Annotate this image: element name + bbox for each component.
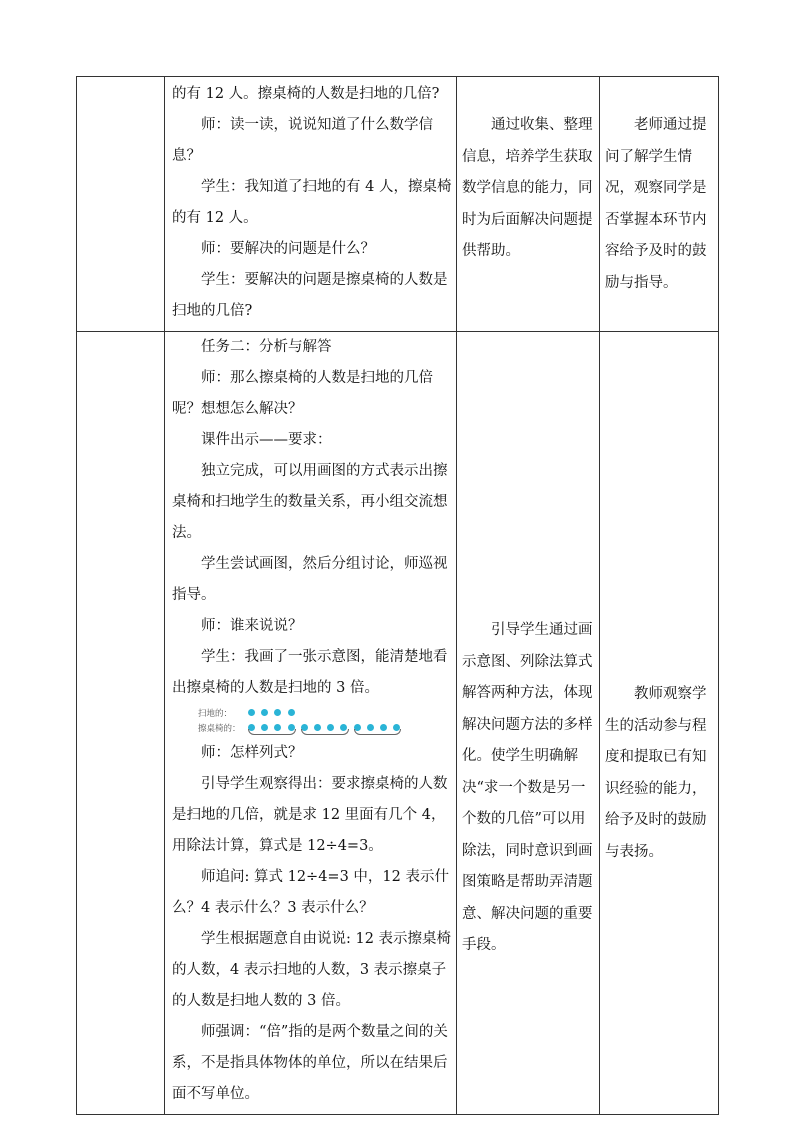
evaluation-cell [600, 77, 719, 332]
lesson-plan-table [76, 76, 719, 1115]
intent-cell [457, 77, 600, 332]
table-row [77, 332, 719, 1115]
process-line: 师：要解决的问题是什么？ [201, 241, 375, 257]
sweep-label: 扫地的： [198, 709, 233, 719]
intent-cell [457, 332, 600, 1115]
sweep-dot [248, 709, 255, 716]
evaluation-cell [600, 332, 719, 1115]
evaluation-text: 老师通过提问了解学生情况，观察同学是否掌握本环节内容给予及时的鼓励与指导。 [605, 117, 707, 291]
process-line: 师追问: 算式 12÷4=3 中，12 表示什么？4 表示什么？3 表示什么？ [172, 869, 449, 916]
process-line: 独立完成，可以用画图的方式表示出擦桌椅和扫地学生的数量关系，再小组交流想法。 [172, 463, 448, 541]
process-line: 学生尝试画图，然后分组讨论，师巡视指导。 [172, 556, 448, 603]
process-line: 课件出示——要求： [201, 432, 332, 448]
sweep-dots [248, 709, 301, 716]
process-line: 师：读一读，说说知道了什么数学信息？ [172, 117, 433, 164]
process-line: 师：怎样列式？ [201, 745, 303, 761]
process-line: 任务二：分析与解答 [201, 339, 332, 355]
wipe-label: 擦桌椅的： [198, 724, 241, 734]
group-brace [354, 729, 402, 735]
evaluation-text: 教师观察学生的活动参与程度和提取已有知识经验的能力，给予及时的鼓励与表扬。 [605, 686, 707, 860]
process-line: 的有 12 人。擦桌椅的人数是扫地的几倍? [172, 86, 440, 102]
table-row [77, 77, 719, 332]
intent-text: 引导学生通过画示意图、列除法算式解答两种方法，体现解决问题方法的多样化。使学生明确解决“求一个数是另一个数的几倍”可以用除法，同时意识到画图策略是帮助弄清题意、解决问题的重要手段。 [462, 622, 593, 953]
stage-cell [77, 77, 165, 332]
process-line: 师强调：“倍”指的是两个数量之间的关系，不是指具体物体的单位，所以在结果后面不写单位。 [172, 1024, 448, 1102]
process-line: 学生根据题意自由说说: 12 表示擦桌椅的人数，4 表示扫地的人数，3 表示擦桌子的人数是扫地人数的 3 倍。 [172, 931, 452, 1009]
process-cell [165, 332, 457, 1115]
process-line: 学生：我知道了扫地的有 4 人，擦桌椅的有 12 人。 [172, 179, 452, 226]
group-brace [248, 729, 296, 735]
process-cell [165, 77, 457, 332]
process-line: 引导学生观察得出：要求擦桌椅的人数是扫地的几倍，就是求 12 里面有几个 4，用除法计算，算式是 12÷4=3。 [172, 776, 448, 854]
sweep-dot [274, 709, 281, 716]
dot-diagram [172, 704, 452, 738]
intent-text: 通过收集、整理信息，培养学生获取数学信息的能力，同时为后面解决问题提供帮助。 [462, 117, 593, 259]
process-line: 学生：要解决的问题是擦桌椅的人数是扫地的几倍? [172, 272, 448, 319]
process-line: 学生：我画了一张示意图，能清楚地看出擦桌椅的人数是扫地的 3 倍。 [172, 649, 448, 696]
sweep-dot [261, 709, 268, 716]
group-brace [301, 729, 349, 735]
sweep-dot [288, 709, 295, 716]
stage-cell [77, 332, 165, 1115]
process-line: 师：那么擦桌椅的人数是扫地的几倍呢？想想怎么解决？ [172, 370, 433, 417]
process-line: 师：谁来说说？ [201, 618, 303, 634]
